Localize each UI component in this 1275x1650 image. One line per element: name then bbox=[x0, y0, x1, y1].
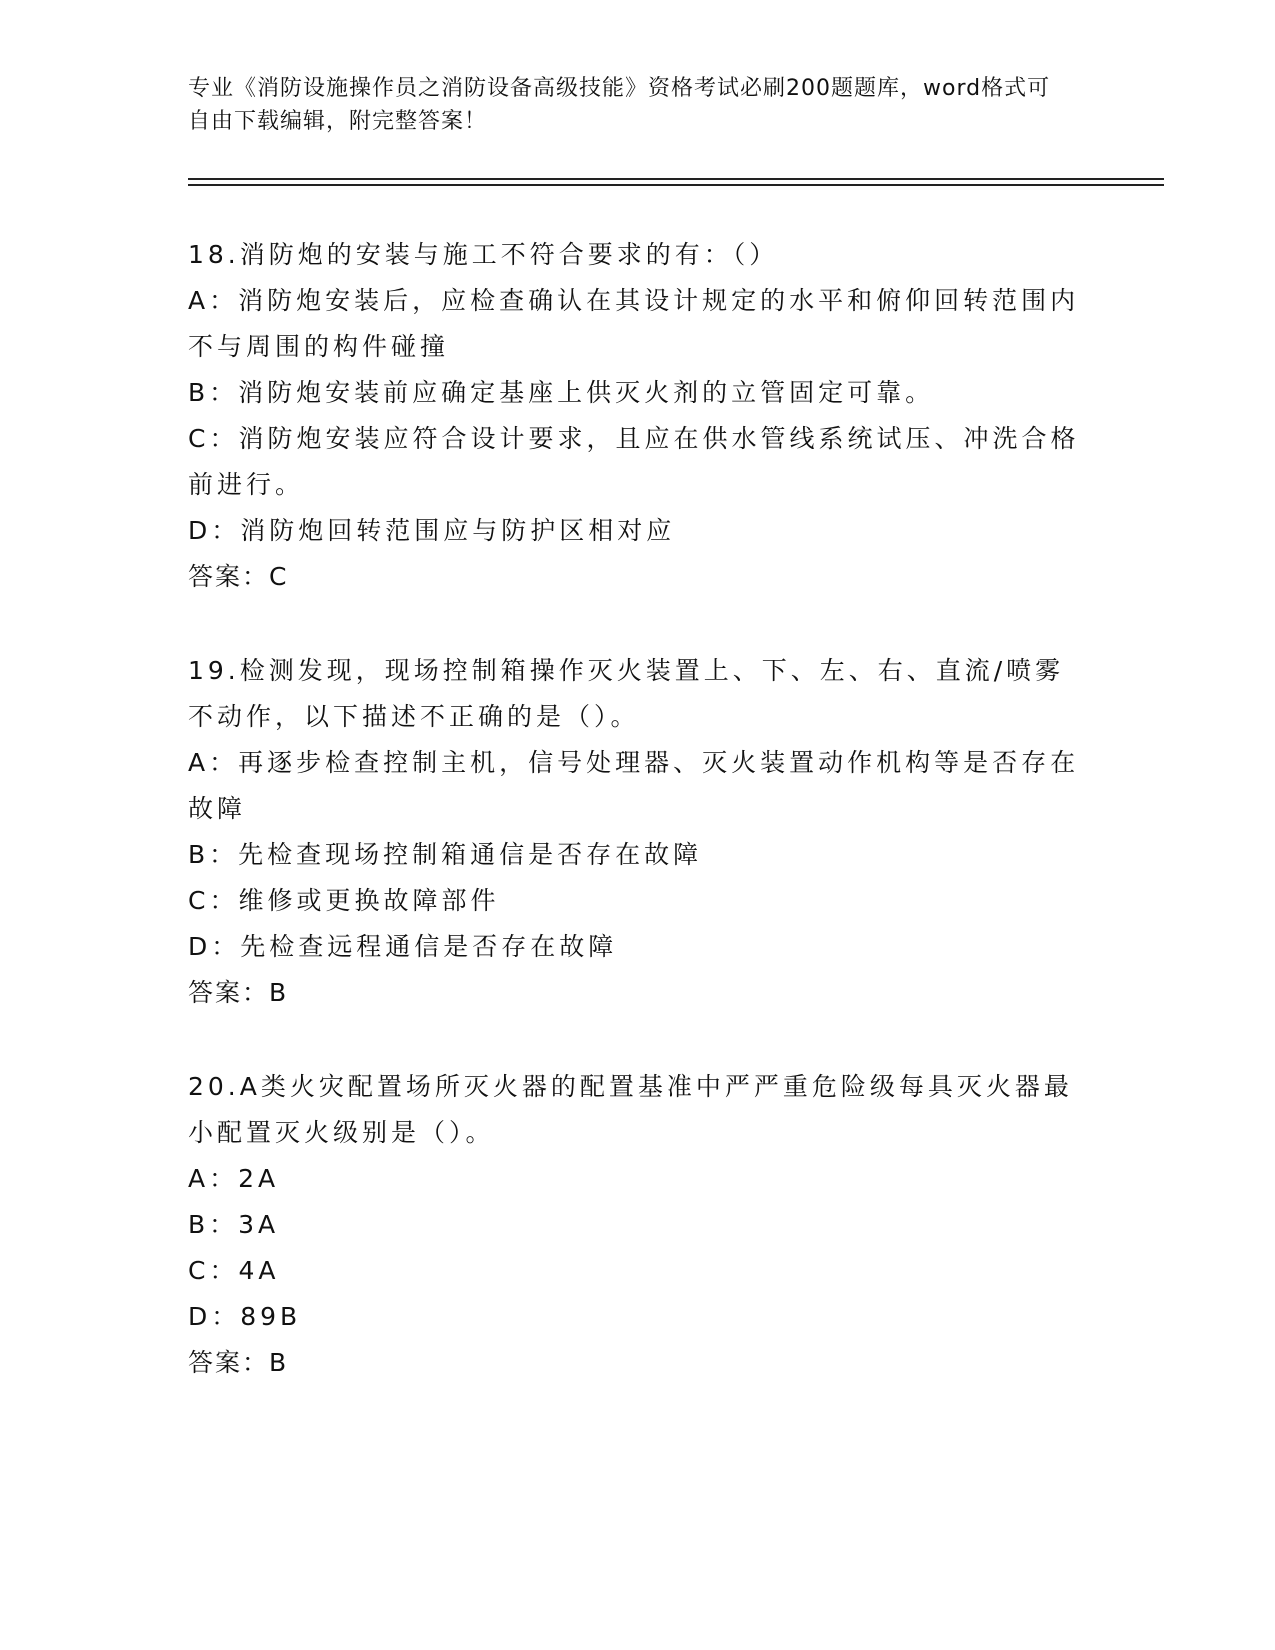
option-d: D：消防炮回转范围应与防护区相对应 bbox=[188, 516, 676, 545]
option-a: A：2A bbox=[188, 1164, 280, 1193]
question-stem: 18.消防炮的安装与施工不符合要求的有：（） bbox=[188, 240, 779, 269]
question-19 bbox=[188, 648, 1088, 1016]
header-divider-top bbox=[188, 178, 1164, 180]
option-a: A：再逐步检查控制主机，信号处理器、灭火装置动作机构等是否存在故障 bbox=[188, 748, 1080, 823]
option-b: B：先检查现场控制箱通信是否存在故障 bbox=[188, 840, 703, 869]
question-list bbox=[188, 232, 1088, 1434]
option-b: B：3A bbox=[188, 1210, 280, 1239]
question-stem: 20.A类火灾配置场所灭火器的配置基准中严严重危险级每具灭火器最小配置灭火级别是（）。 bbox=[188, 1072, 1073, 1147]
option-c: C：4A bbox=[188, 1256, 280, 1285]
option-c: C：维修或更换故障部件 bbox=[188, 886, 500, 915]
answer-line: 答案：B bbox=[188, 1348, 289, 1377]
option-b: B：消防炮安装前应确定基座上供灭火剂的立管固定可靠。 bbox=[188, 378, 935, 407]
question-20 bbox=[188, 1064, 1088, 1386]
question-18 bbox=[188, 232, 1088, 600]
option-d: D：先检查远程通信是否存在故障 bbox=[188, 932, 618, 961]
document-header: 专业《消防设施操作员之消防设备高级技能》资格考试必刷200题题库，word格式可自由下载编辑，附完整答案！ bbox=[188, 76, 1051, 134]
option-c: C：消防炮安装应符合设计要求，且应在供水管线系统试压、冲洗合格前进行。 bbox=[188, 424, 1080, 499]
answer-line: 答案：B bbox=[188, 978, 289, 1007]
option-d: D：89B bbox=[188, 1302, 302, 1331]
answer-line: 答案：C bbox=[188, 562, 289, 591]
header-divider-bottom bbox=[188, 184, 1164, 186]
option-a: A：消防炮安装后，应检查确认在其设计规定的水平和俯仰回转范围内不与周围的构件碰撞 bbox=[188, 286, 1080, 361]
question-stem: 19.检测发现，现场控制箱操作灭火装置上、下、左、右、直流/喷雾不动作，以下描述不正确的是（）。 bbox=[188, 656, 1065, 731]
